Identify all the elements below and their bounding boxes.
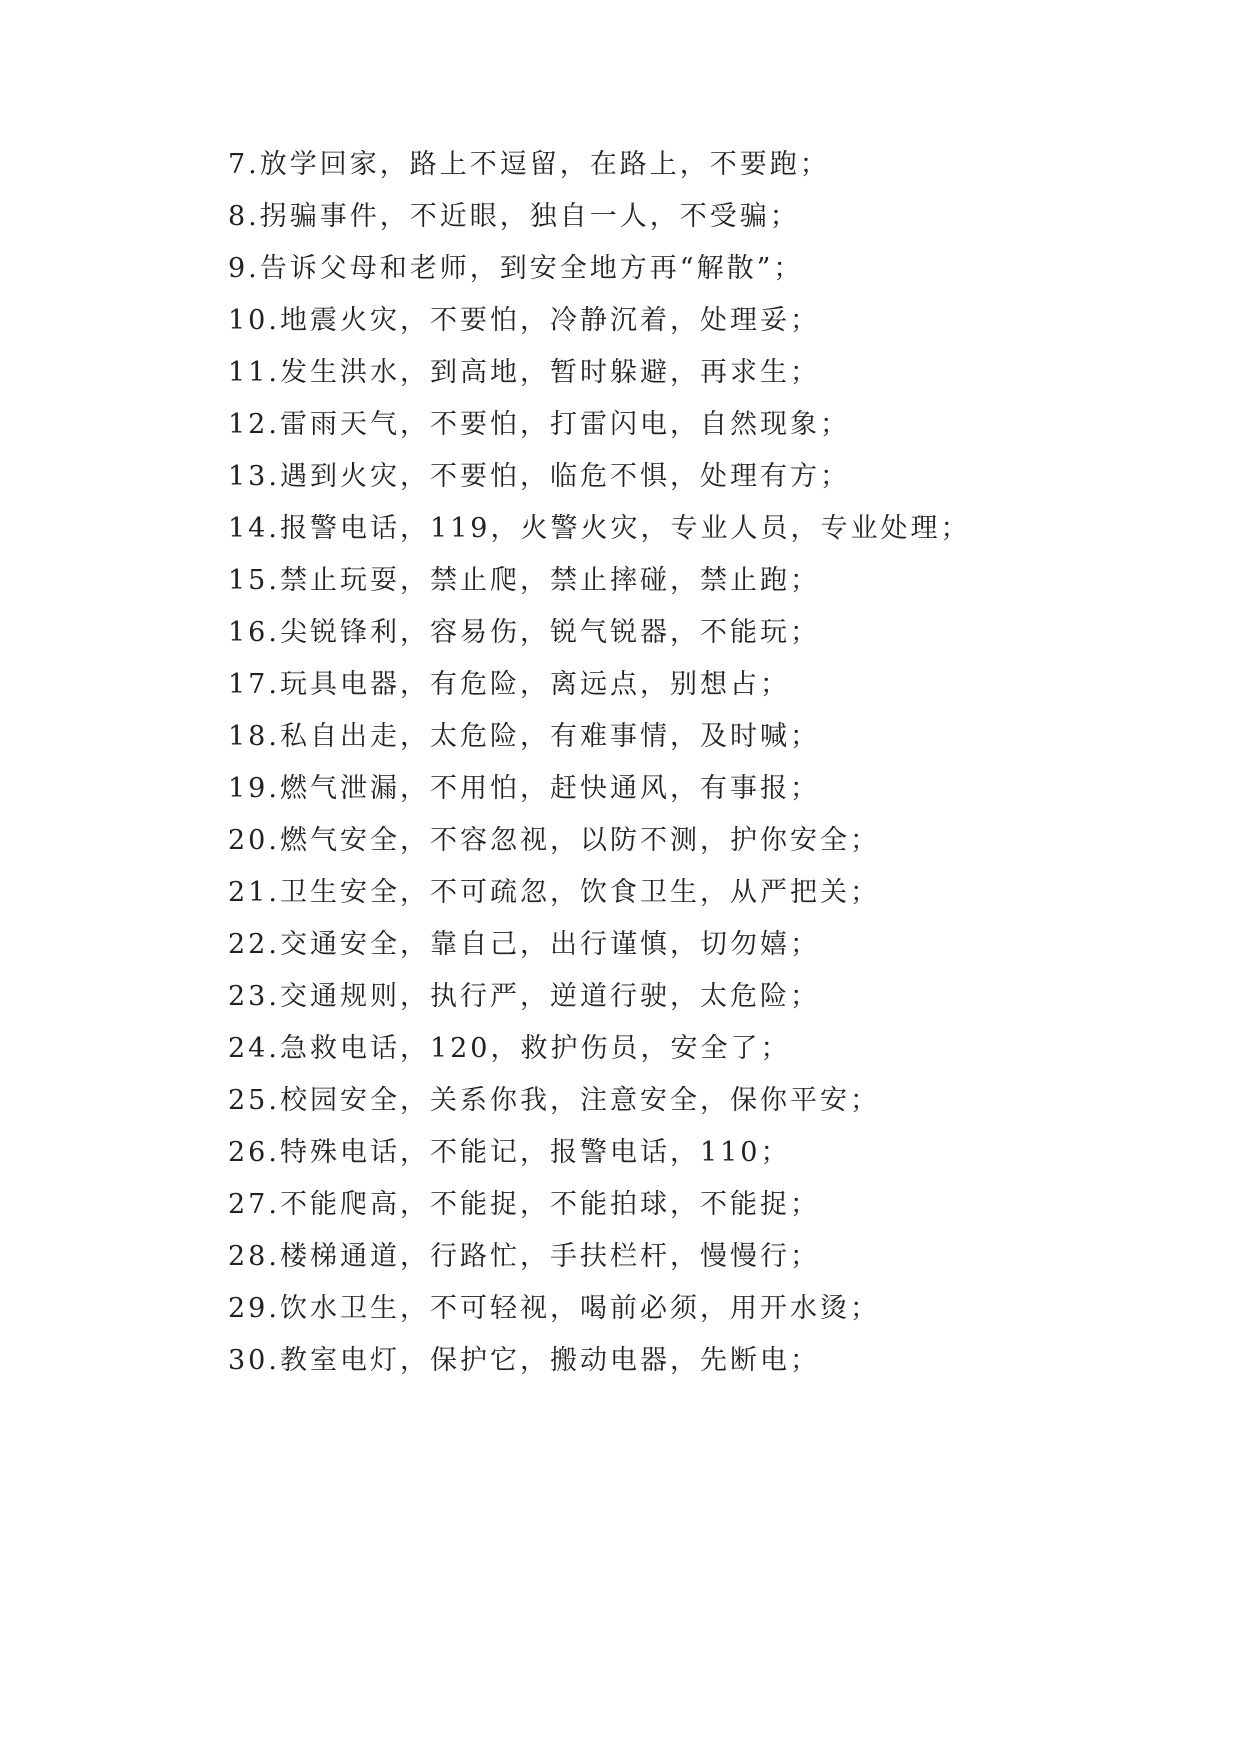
list-item: 8.拐骗事件，不近眼，独自一人，不受骗； — [228, 201, 800, 232]
list-item: 30.教室电灯，保护它，搬动电器，先断电； — [228, 1345, 820, 1376]
list-item: 9.告诉父母和老师，到安全地方再“解散”； — [228, 253, 804, 284]
list-item: 14.报警电话，119，火警火灾，专业人员，专业处理； — [228, 513, 971, 544]
list-item: 28.楼梯通道，行路忙，手扶栏杆，慢慢行； — [228, 1241, 820, 1272]
list-item: 7.放学回家，路上不逗留，在路上，不要跑； — [228, 149, 830, 180]
list-item: 22.交通安全，靠自己，出行谨慎，切勿嬉； — [228, 929, 820, 960]
list-item: 29.饮水卫生，不可轻视，喝前必须，用开水烫； — [228, 1293, 880, 1324]
list-item: 27.不能爬高，不能捉，不能拍球，不能捉； — [228, 1189, 820, 1220]
list-item: 21.卫生安全，不可疏忽，饮食卫生，从严把关； — [228, 877, 880, 908]
list-item: 26.特殊电话，不能记，报警电话，110； — [228, 1137, 791, 1168]
list-item: 15.禁止玩耍，禁止爬，禁止摔碰，禁止跑； — [228, 565, 820, 596]
list-item: 10.地震火灾，不要怕，冷静沉着，处理妥； — [228, 305, 820, 336]
list-item: 24.急救电话，120，救护伤员，安全了； — [228, 1033, 791, 1064]
safety-rules-list — [228, 139, 1188, 1387]
list-item: 13.遇到火灾，不要怕，临危不惧，处理有方； — [228, 461, 850, 492]
list-item: 23.交通规则，执行严，逆道行驶，太危险； — [228, 981, 820, 1012]
list-item: 20.燃气安全，不容忽视，以防不测，护你安全； — [228, 825, 880, 856]
list-item: 12.雷雨天气，不要怕，打雷闪电，自然现象； — [228, 409, 850, 440]
list-item: 11.发生洪水，到高地，暂时躲避，再求生； — [228, 357, 820, 388]
list-item: 19.燃气泄漏，不用怕，赶快通风，有事报； — [228, 773, 820, 804]
list-item: 18.私自出走，太危险，有难事情，及时喊； — [228, 721, 820, 752]
list-item: 25.校园安全，关系你我，注意安全，保你平安； — [228, 1085, 880, 1116]
list-item: 17.玩具电器，有危险，离远点，别想占； — [228, 669, 790, 700]
list-item: 16.尖锐锋利，容易伤，锐气锐器，不能玩； — [228, 617, 820, 648]
